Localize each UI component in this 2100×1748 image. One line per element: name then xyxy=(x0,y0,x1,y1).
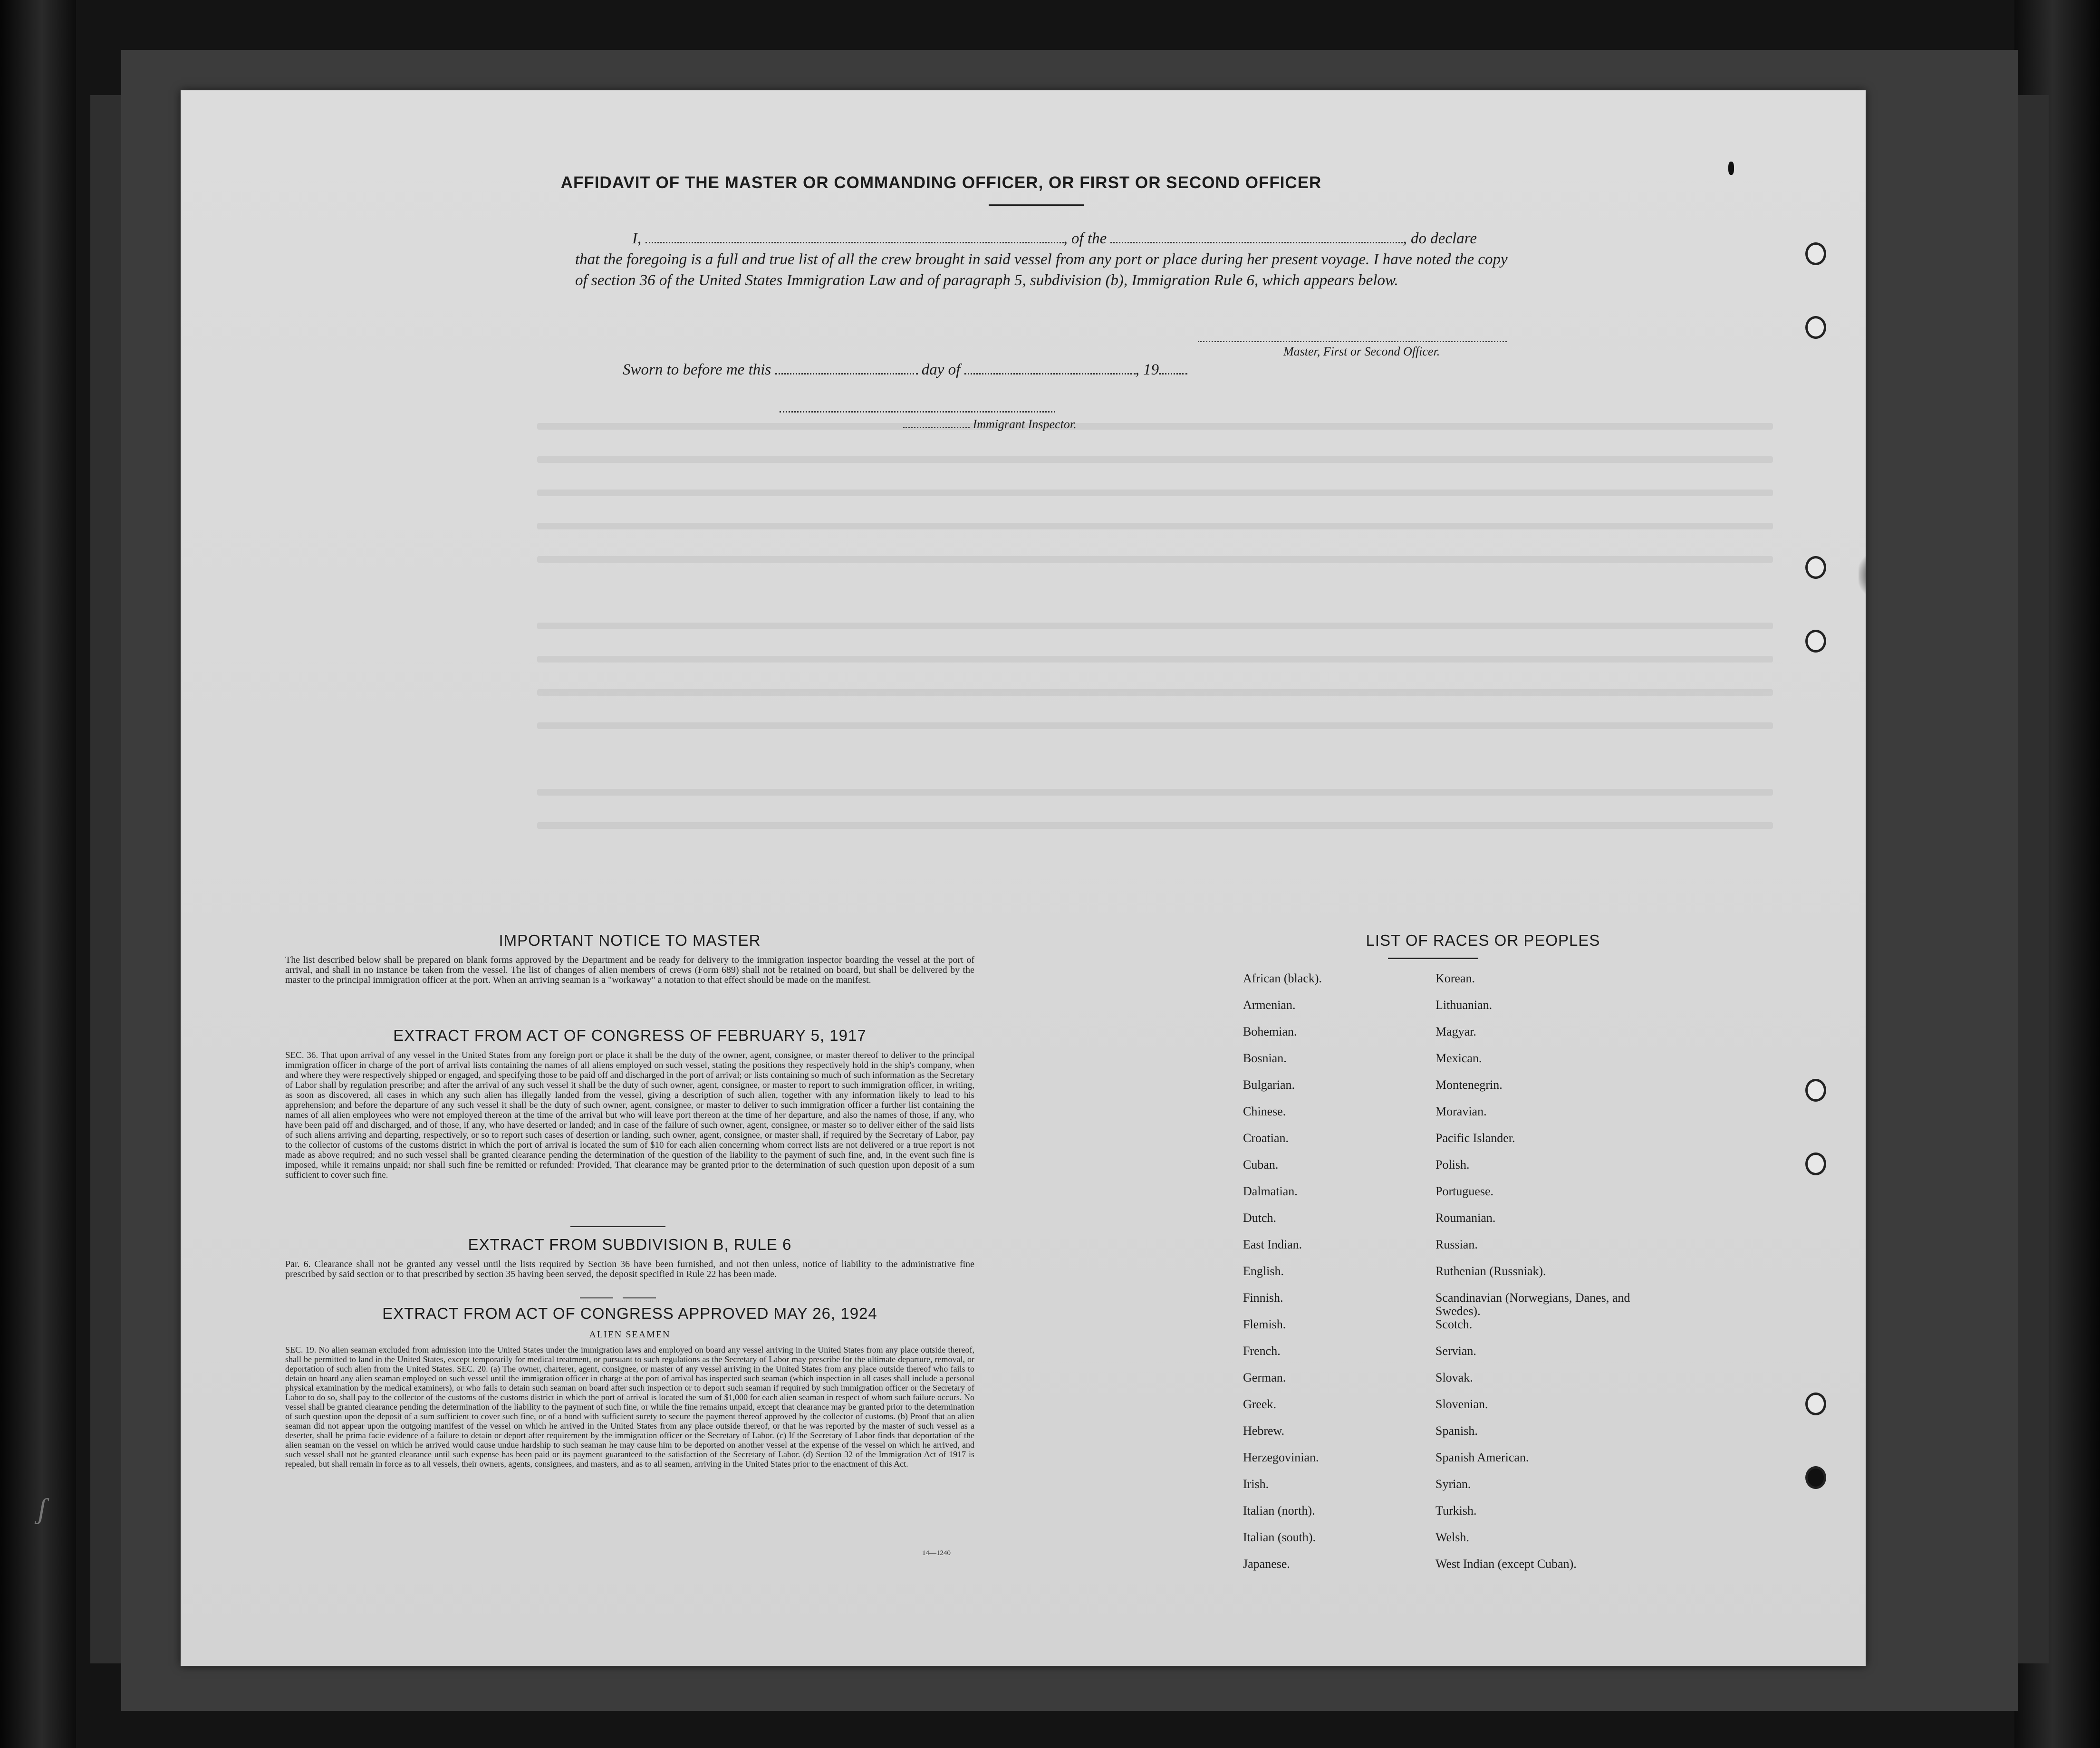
races-column-2 xyxy=(1435,972,1635,1584)
punch-hole xyxy=(1805,316,1826,339)
manifest-page xyxy=(181,90,1866,1666)
race-item: Bulgarian. xyxy=(1243,1078,1295,1092)
inspector-blank[interactable] xyxy=(903,418,970,428)
sworn-text: Sworn to before me this xyxy=(623,361,771,378)
race-item: Korean. xyxy=(1435,971,1475,985)
race-item: Herzegovinian. xyxy=(1243,1450,1319,1464)
race-item: Flemish. xyxy=(1243,1317,1286,1331)
inspector-label xyxy=(903,417,1141,432)
race-item: Dutch. xyxy=(1243,1211,1277,1225)
month-blank[interactable] xyxy=(964,362,1136,375)
name-blank[interactable] xyxy=(645,231,1064,243)
extract-1917-title: EXTRACT FROM ACT OF CONGRESS OF FEBRUARY 5, 1917 xyxy=(393,1027,867,1044)
race-item: Bosnian. xyxy=(1243,1051,1287,1065)
day-blank[interactable] xyxy=(775,362,918,375)
race-item: Slovenian. xyxy=(1435,1397,1488,1411)
extract-1924-text: SEC. 19. No alien seaman excluded from admission into the United States under the immigration laws and employed on board any vessel arriving in the United States from any place outside thereof, shall be permitted to land in the United States, except temporarily for medical treatment, or pursuant to such regulations as the Secretary of Labor may prescribe for the ultimate departure, removal, or deportation of such alien from the United States. SEC. 20. (a) The owner, charterer, agent, consignee, or master of any vessel arriving in the United States from any place outside thereof who fails to detain on board any alien seaman employed on such vessel until the immigration officer in charge at the port of arrival has inspected such seaman (which inspection in all cases shall include a personal physical examination by the medical examiners), or who fails to detain such seaman on board after such inspection or to deport such seaman if required by such immigration officer or the Secretary of Labor to do so, shall pay to the collector of the customs of the customs district in which the port of arrival is located the sum of $1,000 for each alien seaman in respect of whom such failure occurs. No vessel shall be granted clearance pending the determination of the liability to the payment of such fine, or while the fine remains unpaid, except that clearance may be granted prior to the determination of such question upon the deposit of a sum sufficient to cover such fine, or of a bond with sufficient surety to secure the payment thereof approved by the collector of customs. (b) Proof that an alien seaman did not appear upon the outgoing manifest of the vessel on which he arrived in the United States from any place outside thereof, or that he was reported by the master of such vessel as a deserter, shall be prima facie evidence of a failure to detain or deport after requirement by the immigration officer or the Secretary of Labor. (c) If the Secretary of Labor finds that deportation of the alien seaman on the vessel on which he arrived would cause undue hardship to such seaman he may cause him to be deported on another vessel at the expense of the vessel on which he arrived, and such vessel shall not be granted clearance until such expense has been paid or its payment guaranteed to the satisfaction of the Secretary of Labor. (d) Section 32 of the Immigration Act of 1917 is repealed, but shall remain in force as to all vessels, their owners, agents, consignees, and masters, and as to all seamen, arriving in the United States prior to the enactment of this Act. xyxy=(285,1345,974,1469)
ink-stain xyxy=(1859,547,1866,604)
race-item: Moravian. xyxy=(1435,1105,1487,1118)
divider xyxy=(989,204,1084,206)
race-item: Irish. xyxy=(1243,1477,1269,1491)
inspector-signature-line[interactable] xyxy=(780,411,1055,413)
bleed-through xyxy=(537,490,1773,496)
extract-rule6-text: Par. 6. Clearance shall not be granted any vessel until the lists required by Section 36 have been furnished, and not then unless, notice of liability to the administrative fine prescribed by said section or to that prescribed by section 35 having been served, the deposit specified in Rule 22 has been made. xyxy=(285,1259,974,1279)
race-item: Scandinavian (Norwegians, Danes, and Swedes). xyxy=(1435,1291,1630,1318)
race-item: Armenian. xyxy=(1243,998,1296,1012)
race-item: Mexican. xyxy=(1435,1051,1482,1065)
race-item: Bohemian. xyxy=(1243,1025,1297,1038)
bleed-through xyxy=(537,623,1773,629)
bleed-through xyxy=(537,822,1773,829)
divider xyxy=(580,1297,613,1298)
extract-1924-title: EXTRACT FROM ACT OF CONGRESS APPROVED MAY 26, 1924 xyxy=(382,1305,877,1322)
race-item: Lithuanian. xyxy=(1435,998,1493,1012)
affidavit-text: , of the xyxy=(1063,230,1107,247)
extract-1917-text: SEC. 36. That upon arrival of any vessel in the United States from any foreign port or place it shall be the duty of the owner, agent, consignee, or master thereof to deliver to the principal immigration officer in charge of the port of arrival lists containing the names of all aliens employed on such vessel, stating the positions they respectively hold in the ship's company, when and where they were respectively shipped or engaged, and specifying those to be paid off and discharged in the port of arrival; or lists containing so much of such information as the Secretary of Labor shall by regulation prescribe; and after the arrival of any such vessel it shall be the duty of such owner, agent, consignee, or master to report to such immigration officer, in writing, as soon as discovered, all cases in which any such alien has illegally landed from the vessel, giving a description of such alien, together with any information likely to lead to his apprehension; and before the departure of any such vessel it shall be the duty of such owner, agent, consignee, or master to deliver to such immigration officer a further list containing the names of all alien employees who were not employed thereon at the time of the arrival but who will leave port thereon at the time of her departure, and also the names of those, if any, who have been paid off and discharged, and of those, if any, who have deserted or landed; and in case of the failure of such owner, agent, consignee, or master so to deliver either of the said lists of such aliens arriving and departing, respectively, or so to report such cases of desertion or landing, such owner, agent, consignee, or master shall, if required by the Secretary of Labor, pay to the collector of customs of the customs district in which the port of arrival is located the sum of $10 for each alien concerning whom correct lists are not delivered or a true report is not made as above required; and no such vessel shall be granted clearance pending the determination of the question of the liability to the payment of such fine, and, in the event such fine is imposed, while it remains unpaid; nor shall such fine be remitted or refunded: Provided, That clearance may be granted prior to the determination of such question upon deposit of a sum sufficient to cover such fine. xyxy=(285,1050,974,1180)
race-item: Russian. xyxy=(1435,1238,1478,1251)
race-item: Polish. xyxy=(1435,1158,1470,1172)
race-item: Ruthenian (Russniak). xyxy=(1435,1264,1546,1278)
race-item: Cuban. xyxy=(1243,1158,1279,1172)
form-number: 14—1240 xyxy=(922,1549,951,1557)
race-item: Servian. xyxy=(1435,1344,1476,1358)
race-item: African (black). xyxy=(1243,971,1322,985)
race-item: Chinese. xyxy=(1243,1105,1286,1118)
divider xyxy=(570,1226,665,1227)
signature-line[interactable] xyxy=(1198,341,1507,342)
punch-hole xyxy=(1805,1153,1826,1175)
punch-hole xyxy=(1805,1393,1826,1415)
divider xyxy=(623,1297,656,1298)
notice-title: IMPORTANT NOTICE TO MASTER xyxy=(499,932,761,949)
affidavit-body xyxy=(575,228,1521,291)
bleed-through xyxy=(537,722,1773,729)
race-item: Hebrew. xyxy=(1243,1424,1285,1438)
race-item: Dalmatian. xyxy=(1243,1184,1298,1198)
inspector-text: Immigrant Inspector. xyxy=(973,417,1077,431)
vessel-blank[interactable] xyxy=(1110,231,1403,243)
affidavit-text: , do declare xyxy=(1403,230,1477,247)
race-item: Scotch. xyxy=(1435,1317,1473,1331)
alien-seamen-heading: ALIEN SEAMEN xyxy=(589,1329,671,1340)
bleed-through xyxy=(537,789,1773,796)
pencil-mark: ʃ xyxy=(38,1493,47,1524)
race-item: Pacific Islander. xyxy=(1435,1131,1515,1145)
race-item: East Indian. xyxy=(1243,1238,1302,1251)
affidavit-declaration: that the foregoing is a full and true list of all the crew brought in said vessel from any port or place during her present voyage. I have noted the copy of section 36 of the United States Immigration Law and of paragraph 5, subdivision (b), Immigration Rule 6, which appears below. xyxy=(575,251,1508,289)
race-item: Magyar. xyxy=(1435,1025,1476,1038)
race-item: English. xyxy=(1243,1264,1284,1278)
race-item: Portuguese. xyxy=(1435,1184,1494,1198)
affidavit-title: AFFIDAVIT OF THE MASTER OR COMMANDING OFFICER, OR FIRST OR SECOND OFFICER xyxy=(560,173,1322,192)
race-item: Italian (north). xyxy=(1243,1504,1315,1517)
bleed-through xyxy=(537,656,1773,663)
race-item: Turkish. xyxy=(1435,1504,1477,1517)
race-item: Finnish. xyxy=(1243,1291,1283,1305)
races-title: LIST OF RACES OR PEOPLES xyxy=(1366,932,1600,949)
bleed-through xyxy=(537,456,1773,463)
race-item: Welsh. xyxy=(1435,1530,1469,1544)
extract-rule6-title: EXTRACT FROM SUBDIVISION B, RULE 6 xyxy=(468,1236,792,1253)
bleed-through xyxy=(537,423,1773,430)
signature-label: Master, First or Second Officer. xyxy=(1283,345,1440,358)
notice-text: The list described below shall be prepared on blank forms approved by the Department and be ready for delivery to the immigration inspector boarding the vessel at the port of arrival, and shall in no instance be taken from the vessel. The list of changes of alien members of crews (Form 689) shall not be retained on board, but shall be delivered by the master to the principal immigration officer at the port. When an arriving seaman is a "workaway" a notation to that effect should be made on the manifest. xyxy=(285,955,974,985)
race-item: West Indian (except Cuban). xyxy=(1435,1557,1577,1571)
sworn-text: , 19 xyxy=(1135,361,1159,378)
race-item: Slovak. xyxy=(1435,1371,1473,1384)
punch-hole xyxy=(1805,242,1826,265)
race-item: Italian (south). xyxy=(1243,1530,1316,1544)
race-item: Roumanian. xyxy=(1435,1211,1496,1225)
races-column-1 xyxy=(1243,972,1424,1584)
race-item: Spanish American. xyxy=(1435,1450,1529,1464)
year-blank[interactable] xyxy=(1159,362,1187,375)
race-item: Croatian. xyxy=(1243,1131,1289,1145)
ink-mark xyxy=(1728,162,1734,175)
race-item: Syrian. xyxy=(1435,1477,1471,1491)
race-item: Spanish. xyxy=(1435,1424,1478,1438)
race-item: Greek. xyxy=(1243,1397,1277,1411)
divider xyxy=(1388,958,1478,959)
race-item: German. xyxy=(1243,1371,1286,1384)
affidavit-text: I, xyxy=(632,230,642,247)
affidavit-first-line xyxy=(575,228,1521,249)
punch-hole xyxy=(1805,630,1826,653)
punch-hole xyxy=(1805,556,1826,579)
sworn-line xyxy=(623,361,1336,379)
bleed-through xyxy=(537,523,1773,529)
race-item: Japanese. xyxy=(1243,1557,1290,1571)
film-edge-left xyxy=(0,0,76,1748)
race-item: Montenegrin. xyxy=(1435,1078,1503,1092)
race-item: French. xyxy=(1243,1344,1281,1358)
punch-hole xyxy=(1805,1466,1826,1489)
punch-hole xyxy=(1805,1079,1826,1102)
bleed-through xyxy=(537,689,1773,696)
sworn-text: day of xyxy=(921,361,961,378)
bleed-through xyxy=(537,556,1773,563)
